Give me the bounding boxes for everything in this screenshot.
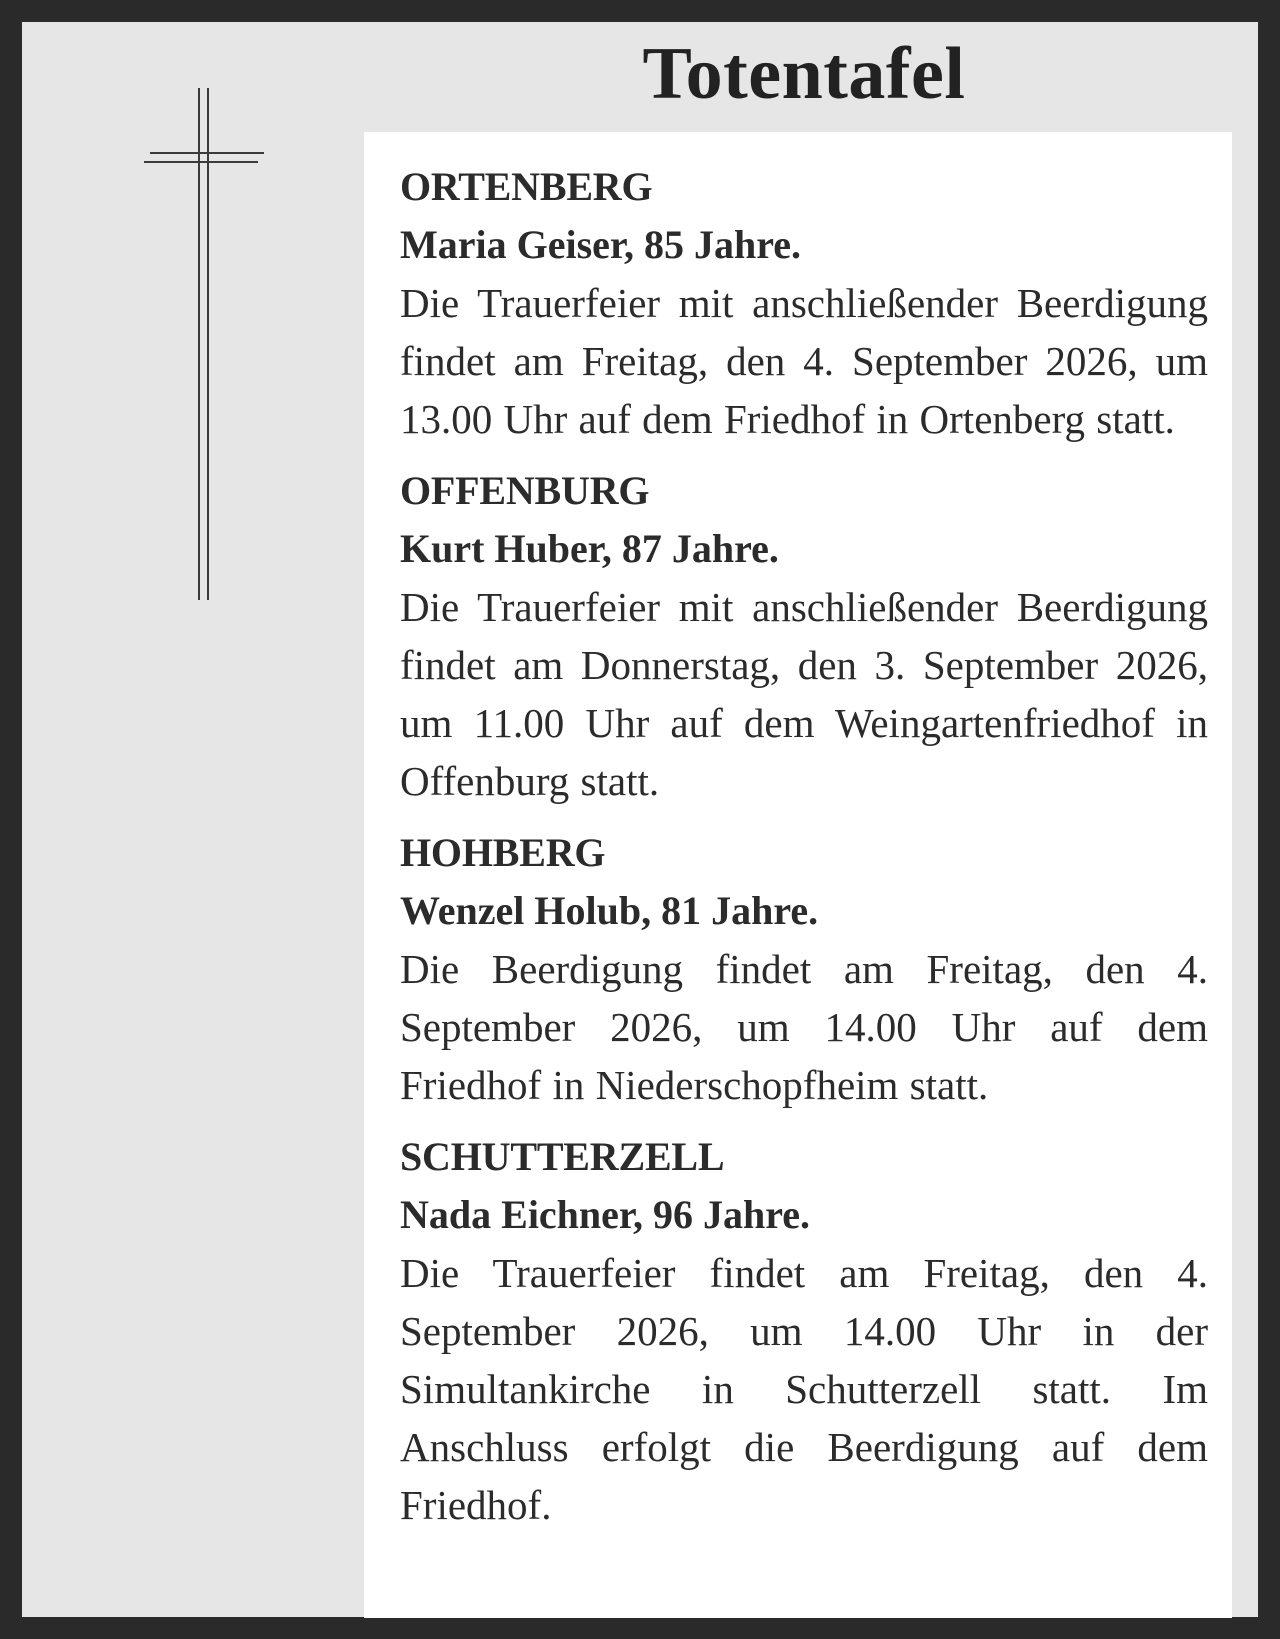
obituary-list [364, 132, 1232, 1618]
entry-text: Die Trauerfeier findet am Freitag, den 4. September 2026, um 14.00 Uhr in der Simultankirche in Schutterzell statt. Im Anschluss erfolgt die Beerdigung auf dem Friedhof. [400, 1250, 1208, 1528]
entry-place: HOHBERG [400, 830, 606, 875]
page-title: Totentafel [642, 33, 966, 115]
entry-name: Maria Geiser, 85 Jahre. [400, 222, 802, 267]
entry-text: Die Trauerfeier mit anschließender Beerdigung findet am Donnerstag, den 3. September 2026, um 11.00 Uhr auf dem Weingartenfriedhof in Offenburg statt. [400, 584, 1208, 804]
obituary-entry [400, 158, 1208, 448]
entry-place: ORTENBERG [400, 164, 653, 209]
entry-name: Wenzel Holub, 81 Jahre. [400, 888, 819, 933]
obituary-entry [400, 1128, 1208, 1534]
entry-place: OFFENBURG [400, 468, 650, 513]
entry-place: SCHUTTERZELL [400, 1134, 725, 1179]
entry-text: Die Trauerfeier mit anschließender Beerdigung findet am Freitag, den 4. September 2026, um 13.00 Uhr auf dem Friedhof in Ortenberg statt. [400, 280, 1208, 442]
cross-icon [22, 22, 322, 622]
obituary-entry [400, 824, 1208, 1114]
entry-name: Kurt Huber, 87 Jahre. [400, 526, 779, 571]
obituary-entry [400, 462, 1208, 810]
entry-text: Die Beerdigung findet am Freitag, den 4. September 2026, um 14.00 Uhr auf dem Friedhof in Niederschopfheim statt. [400, 946, 1208, 1108]
entry-name: Nada Eichner, 96 Jahre. [400, 1192, 811, 1237]
